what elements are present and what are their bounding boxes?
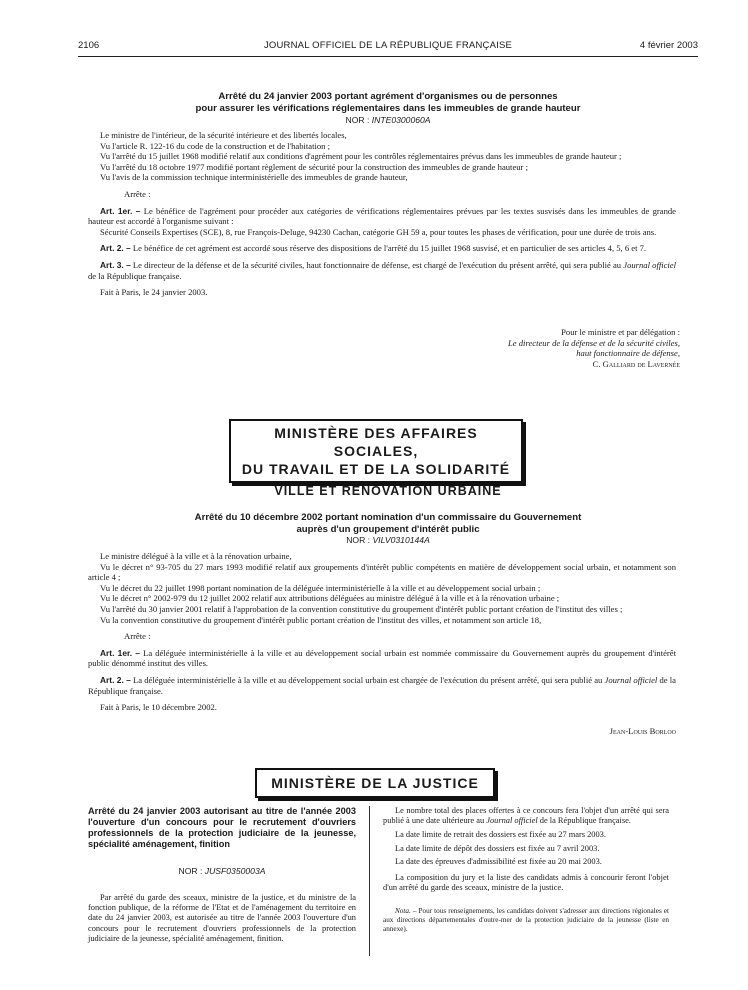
done-at: Fait à Paris, le 10 décembre 2002. [100,702,217,713]
article-1 [88,648,676,669]
preamble-line: Vu le décret du 22 juillet 1998 portant nomination de la déléguée interministérielle à la ville et au développement social urbain ; [100,582,541,593]
signature-line: Pour le ministre et par délégation : [561,327,680,337]
nota [383,907,669,934]
nor-label: NOR : [345,115,370,125]
signature-line: Le directeur de la défense et de la sécurité civiles, [508,337,680,348]
preamble-line: Vu le décret n° 2002-979 du 12 juillet 2002 relatif aux attributions déléguées au ministre délégué à la ville et à la rénovation urbaine ; [100,593,560,604]
decree3-nor [88,866,356,876]
nor-code: JUSF0350003A [204,866,266,876]
journal-ref: Journal officiel [623,259,677,270]
header-rule [78,56,698,57]
article-label: Art. 2. – [100,243,131,254]
nota-label: Nota. [395,907,411,916]
decree2-body [88,551,676,713]
preamble-line: Vu l'article R. 122-16 du code de la construction et de l'habitation ; [100,140,331,151]
nor-label: NOR : [346,535,371,545]
page-number: 2106 [78,40,100,51]
decree2-title-line2: auprès d'un groupement d'intérêt public [296,523,480,535]
para-text: de la République française. [537,816,631,826]
preamble-line: Le ministre délégué à la ville et à la rénovation urbaine, [100,551,292,561]
article-3 [88,260,676,281]
decree1-title-line2: pour assurer les vérifications réglementaires dans les immeubles de grande hauteur [195,102,581,114]
preamble-line: Vu l'arrêté du 15 juillet 1968 modifié relatif aux conditions d'agrément pour les contrôles réglementaires prévus dans les immeubles de grande hauteur ; [100,151,622,162]
article-text: La déléguée interministérielle à la ville et au développement social urbain est chargée de l'exécution du présent arrêté, qui sera publié au [132,674,605,685]
para-text: Le nombre total des places offertes à ce concours fera l'objet d'un arrêté qui sera publié à une date ultérieure au [383,806,669,826]
done-at: Fait à Paris, le 24 janvier 2003. [100,287,208,298]
journal-ref: Journal officiel [604,674,658,685]
decree2-nor [78,535,698,545]
deadline-line: La date limite de retrait des dossiers est fixée au 27 mars 2003. [395,830,606,840]
article-label: Art. 2. – [100,674,131,685]
article-2 [88,243,676,254]
places-paragraph [383,806,669,826]
nor-code: VILV0310144A [372,535,430,545]
nor-label: NOR : [178,866,203,876]
issue-date: 4 février 2003 [639,40,698,51]
article-text: Le directeur de la défense et de la sécurité civiles, haut fonctionnaire de défense, est chargé de l'exécution du présent arrêté, qui sera publié au [132,259,624,270]
article-text: La déléguée interministérielle à la ville et au développement social urbain est nommée commissaire du Gouvernement auprès du groupement d'intérêt public dénommé institut des villes. [88,647,676,669]
signatory-name: Jean-Louis Borloo [609,726,676,736]
jury-paragraph: La composition du jury et la liste des candidats admis à concourir feront l'objet d'un arrêté du garde des sceaux, ministre de la justice. [383,873,669,893]
ministry-name-line: MINISTÈRE DE LA JUSTICE [271,775,479,791]
article-text: de la République française. [88,674,676,696]
ministry-box-justice [255,768,495,798]
preamble-line: Vu l'arrêté du 18 octobre 1977 modifié portant règlement de sécurité pour la construction des immeubles de grande hauteur ; [100,161,528,172]
article-1-item: Sécurité Conseils Expertises (SCE), 8, rue François-Deluge, 94230 Cachan, catégorie GH 59 a, pour toutes les phases de vérification, pour une durée de trois ans. [100,226,657,237]
decree2-title-line1: Arrêté du 10 décembre 2002 portant nomination d'un commissaire du Gouvernement [194,512,582,523]
ministry-box-social-affairs [229,419,523,483]
decree1-signature [380,327,680,369]
deadline-line: La date limite de dépôt des dossiers est fixée au 7 avril 2003. [395,843,600,853]
decree1-title [78,91,698,114]
decree3-left-column [88,893,356,944]
preamble-line: Vu le décret n° 93-705 du 27 mars 1993 modifié relatif aux groupements d'intérêt public compétents en matière de développement social urbain, et notamment son article 4 ; [88,561,676,583]
nor-code: INTE0300060A [371,115,431,125]
decree3-left-text: Par arrêté du garde des sceaux, ministre de la justice, et du ministre de la fonction publique, de la réforme de l'Etat et de l'aménagement du territoire en date du 24 janvier 2003, est autorisée au titre de l'année 2003 l'ouverture d'un concours pour le recrutement d'ouvriers professionnels de la protection judiciaire de la jeunesse, spécialité aménagement, finition. [88,893,356,943]
ministry-name-line: MINISTÈRE DES AFFAIRES SOCIALES, [274,425,478,459]
decree3-right-column [383,806,669,934]
article-text: de la République française. [88,270,182,281]
journal-title: JOURNAL OFFICIEL DE LA RÉPUBLIQUE FRANÇAISE [263,40,513,51]
arrete-label: Arrête : [124,188,151,199]
column-divider [369,806,370,956]
deadline-line: La date des épreuves d'admissibilité est fixée au 20 mai 2003. [395,856,602,866]
signatory-name: C. Galliard de Lavernée [592,358,680,369]
running-header [78,40,698,54]
ministry-name-line: DU TRAVAIL ET DE LA SOLIDARITÉ [241,461,511,477]
decree1-nor [78,115,698,125]
preamble-line: Vu la convention constitutive du groupement d'intérêt public portant création de l'institut des villes, et notamment son article 18, [100,614,542,625]
article-label: Art. 1er. – [100,647,141,658]
arrete-label: Arrête : [124,631,151,642]
preamble-line: Vu l'arrêté du 30 janvier 2001 relatif à l'approbation de la convention constitutive du groupement d'intérêt public portant création de l'institut des villes ; [100,603,623,614]
article-text: Le bénéfice de l'agrément pour procéder aux catégories de vérifications réglementaires prévues par les textes susvisés dans les immeubles de grande hauteur est accordé à l'organisme suivant : [88,205,676,227]
article-label: Art. 1er. – [100,205,141,216]
section-heading: VILLE ET RÉNOVATION URBAINE [274,484,502,498]
decree3-title: Arrêté du 24 janvier 2003 autorisant au titre de l'année 2003 l'ouverture d'un concours pour le recrutement d'ouvriers professionnels de la protection judiciaire de la jeunesse, spécialité aménagement, finition [88,806,356,849]
journal-ref: Journal officiel [486,816,538,826]
preamble-line: Le ministre de l'intérieur, de la sécurité intérieure et des libertés locales, [100,130,347,140]
article-1 [88,206,676,227]
article-text: Le bénéfice de cet agrément est accordé sous réserve des dispositions de l'arrêté du 15 juillet 1968 susvisé, et en particulier de ses articles 4, 5, 6 et 7. [132,243,647,254]
decree2-title [78,512,698,535]
article-label: Art. 3. – [100,259,131,270]
nota-text: – Pour tous renseignements, les candidats doivent s'adresser aux directions régionales et aux directions départementales d'outre-mer de la protection judiciaire de la jeunesse (liste en annexe). [383,907,669,934]
article-2 [88,675,676,696]
decree1-title-line1: Arrêté du 24 janvier 2003 portant agrément d'organismes ou de personnes [218,91,558,102]
signature-line: haut fonctionnaire de défense, [576,348,680,359]
decree1-body [88,130,676,298]
preamble-line: Vu l'avis de la commission technique interministérielle des immeubles de grande hauteur, [100,172,408,183]
